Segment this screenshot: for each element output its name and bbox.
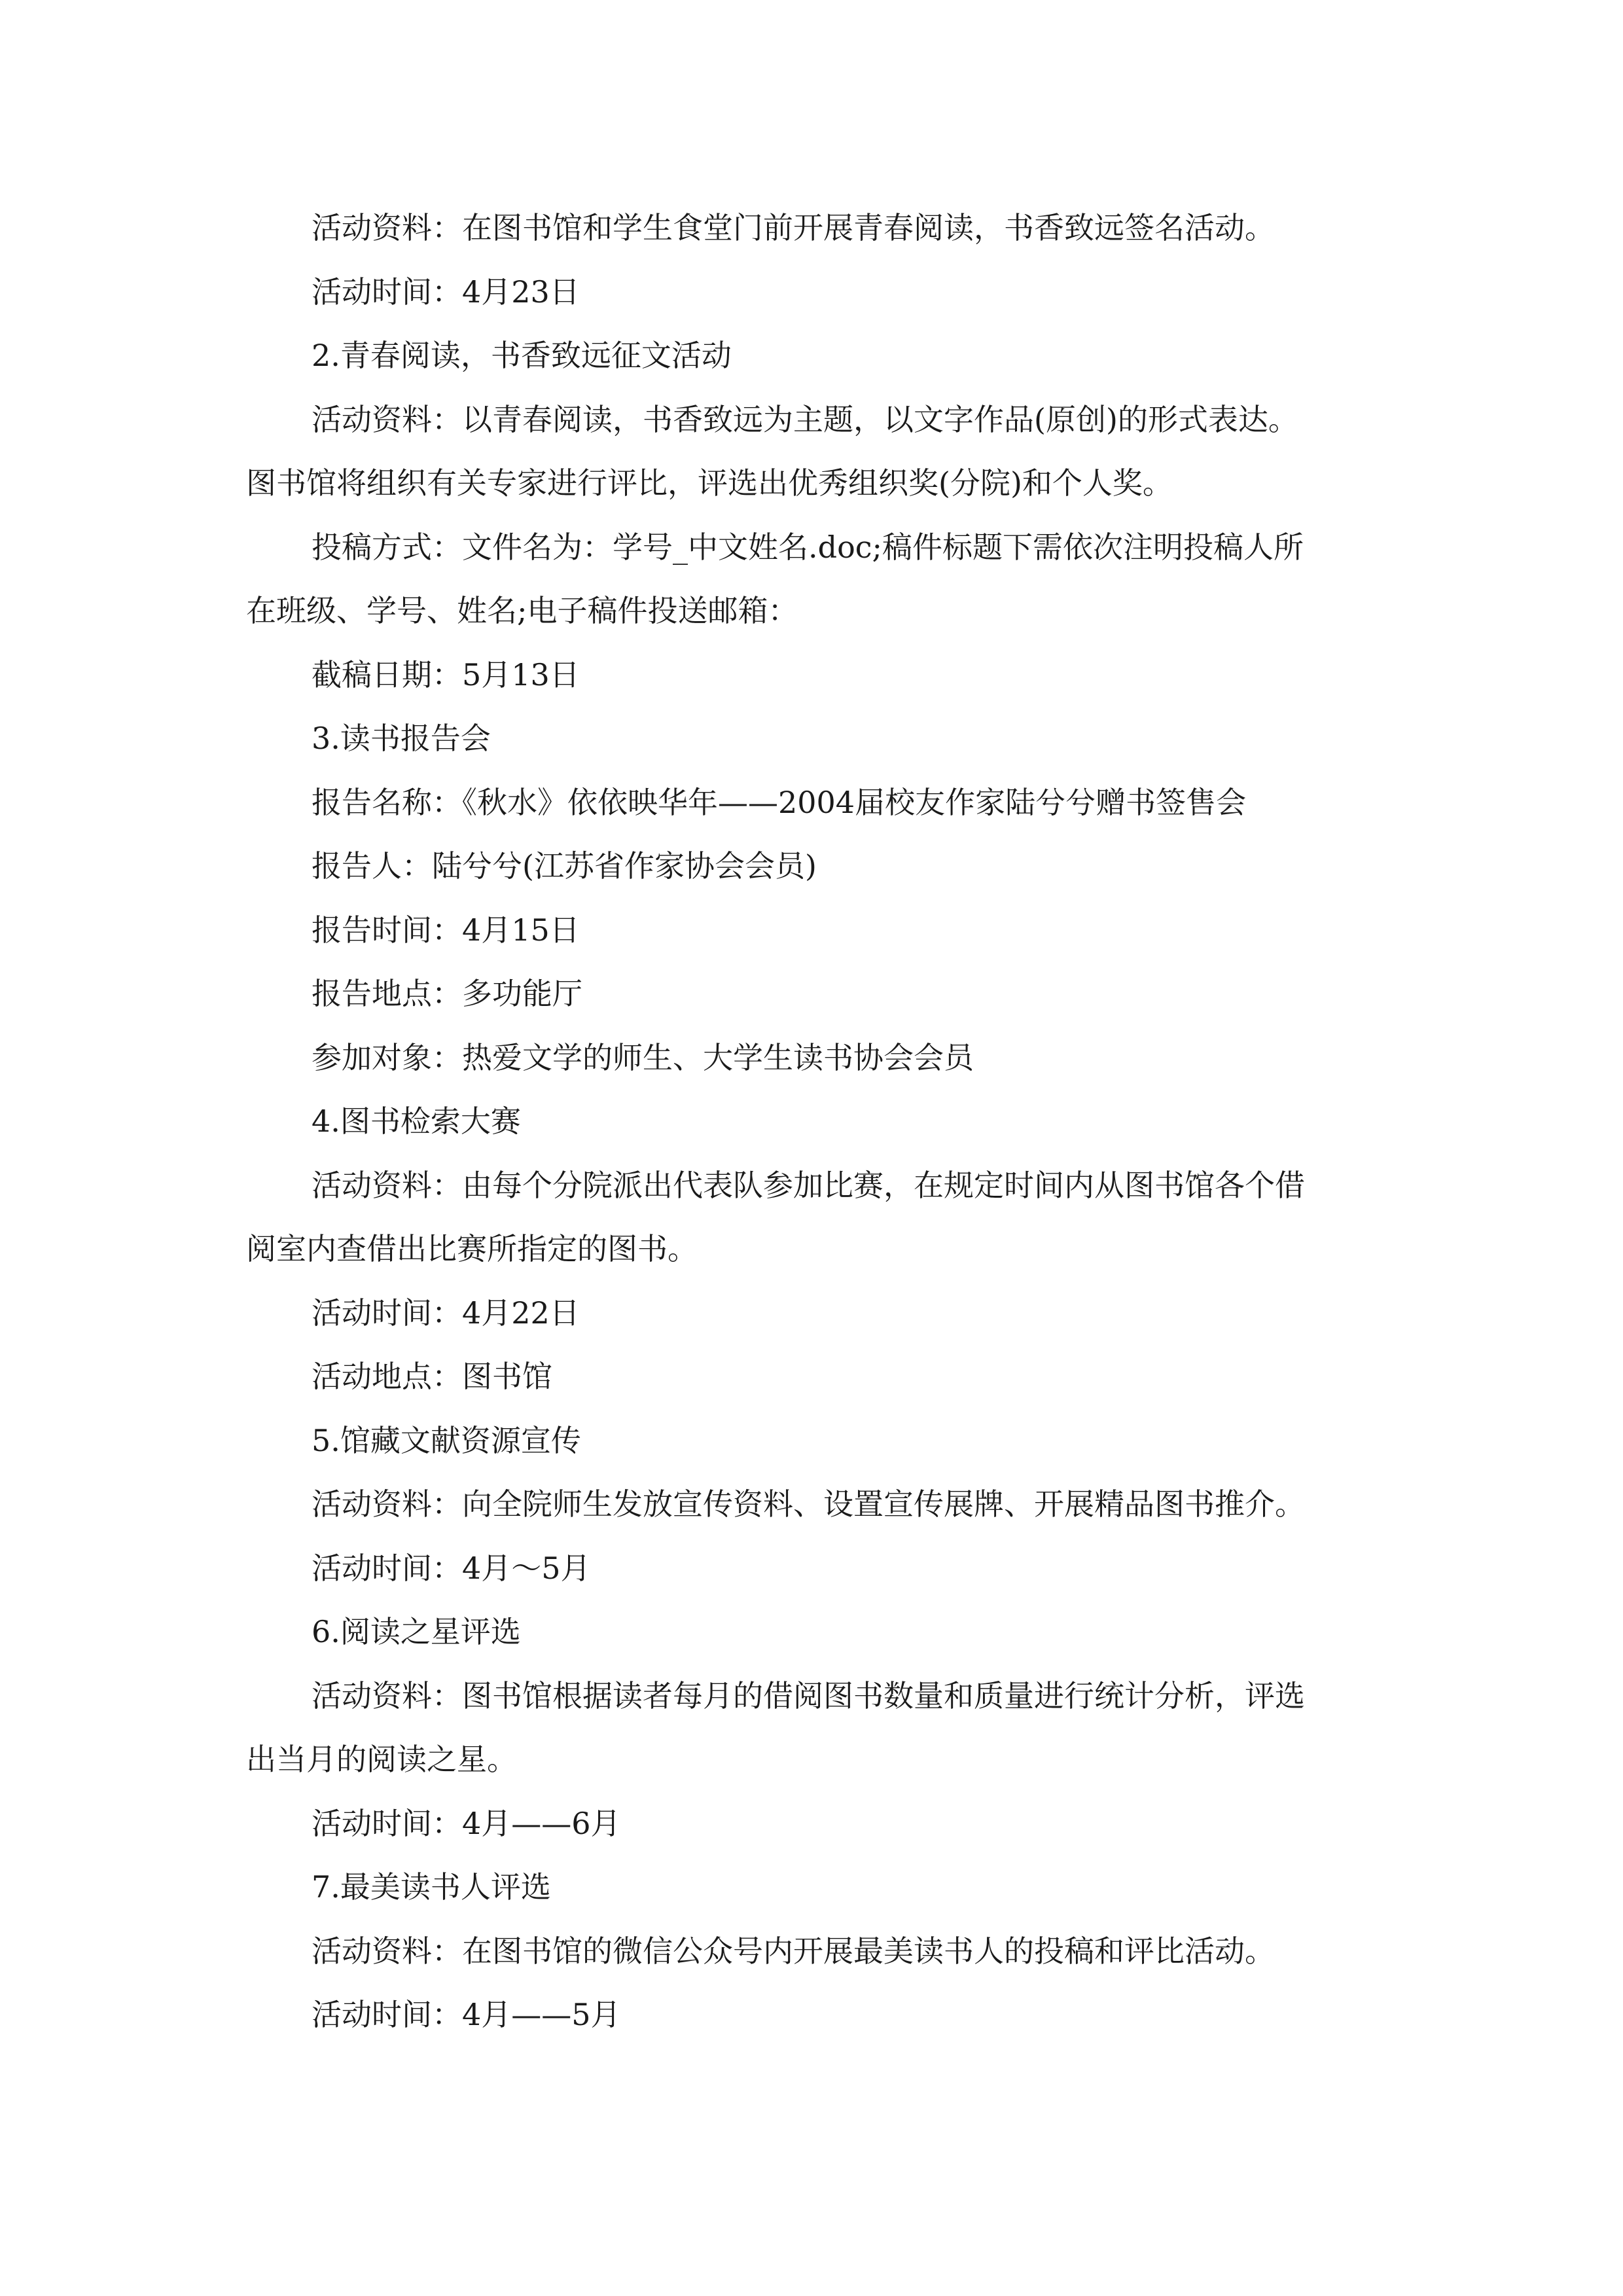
text-line: 活动资料：向全院师生发放宣传资料、设置宣传展牌、开展精品图书推介。 [312, 1486, 1305, 1522]
section-heading: 4.图书检索大赛 [312, 1103, 521, 1139]
text-line: 活动时间：4月～5月 [312, 1550, 591, 1586]
text-line: 活动地点：图书馆 [312, 1359, 552, 1394]
text-line: 活动时间：4月——6月 [312, 1805, 621, 1841]
text-line: 阅室内查借出比赛所指定的图书。 [246, 1231, 698, 1266]
text-line: 投稿方式：文件名为：学号_中文姓名.doc;稿件标题下需依次注明投稿人所 [312, 529, 1304, 565]
text-line: 活动资料：图书馆根据读者每月的借阅图书数量和质量进行统计分析，评选 [312, 1677, 1305, 1713]
text-line: 截稿日期：5月13日 [312, 656, 580, 692]
section-heading: 2.青春阅读，书香致远征文活动 [312, 338, 732, 373]
text-line: 活动资料：在图书馆和学生食堂门前开展青春阅读，书香致远签名活动。 [312, 210, 1275, 245]
text-line: 活动资料：由每个分院派出代表队参加比赛，在规定时间内从图书馆各个借 [312, 1167, 1305, 1203]
text-line: 活动资料：以青春阅读，书香致远为主题，以文字作品(原创)的形式表达。 [312, 401, 1298, 437]
text-line: 报告地点：多功能厅 [312, 976, 582, 1011]
section-heading: 6.阅读之星评选 [312, 1614, 521, 1649]
text-line: 活动资料：在图书馆的微信公众号内开展最美读书人的投稿和评比活动。 [312, 1933, 1275, 1969]
text-line: 出当月的阅读之星。 [246, 1742, 517, 1777]
text-line: 活动时间：4月——5月 [312, 1997, 621, 2032]
text-line: 报告名称：《秋水》依依映华年——2004届校友作家陆兮兮赠书签售会 [312, 784, 1247, 820]
text-line: 在班级、学号、姓名;电子稿件投送邮箱： [246, 593, 798, 628]
text-line: 报告人：陆兮兮(江苏省作家协会会员) [312, 848, 817, 884]
section-heading: 7.最美读书人评选 [312, 1869, 551, 1905]
text-line: 参加对象：热爱文学的师生、大学生读书协会会员 [312, 1039, 974, 1075]
text-line: 活动时间：4月23日 [312, 274, 580, 310]
text-line: 图书馆将组织有关专家进行评比，评选出优秀组织奖(分院)和个人奖。 [246, 465, 1173, 501]
text-line: 报告时间：4月15日 [312, 912, 580, 948]
document-body [246, 196, 1411, 2047]
section-heading: 5.馆藏文献资源宣传 [312, 1422, 581, 1458]
text-line: 活动时间：4月22日 [312, 1295, 580, 1331]
section-heading: 3.读书报告会 [312, 721, 491, 756]
